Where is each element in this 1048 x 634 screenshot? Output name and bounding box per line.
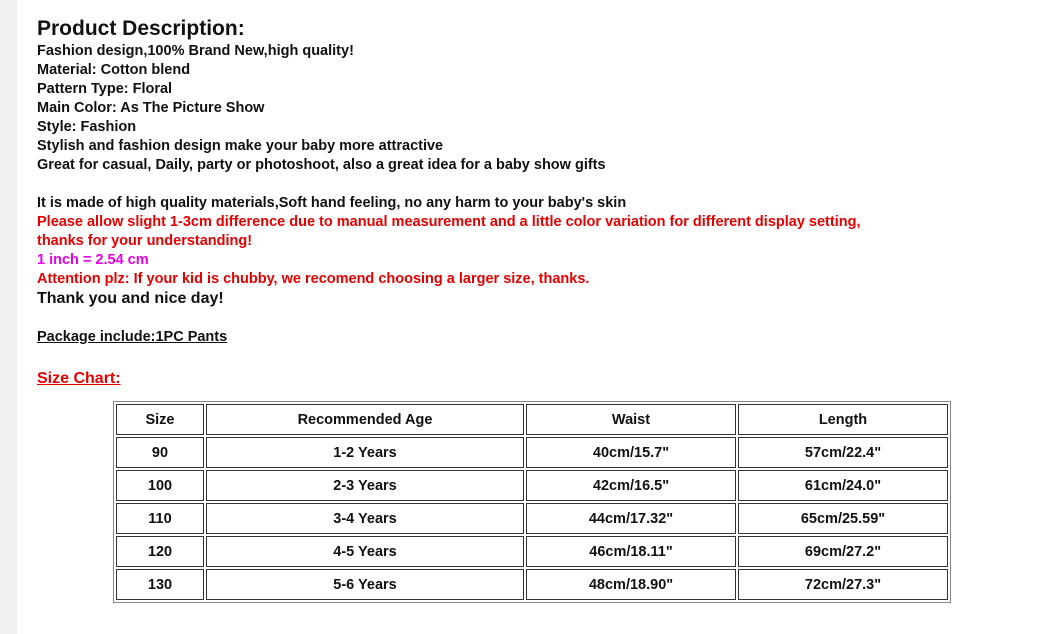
- cell-age: 2-3 Years: [206, 470, 524, 501]
- cell-waist: 46cm/18.11": [526, 536, 736, 567]
- description-line: Stylish and fashion design make your baby more attractive: [37, 138, 444, 154]
- quality-line: It is made of high quality materials,Soft hand feeling, no any harm to your baby's skin: [37, 195, 627, 211]
- cell-size: 130: [116, 569, 204, 600]
- cell-age: 5-6 Years: [206, 569, 524, 600]
- cell-waist: 44cm/17.32": [526, 503, 736, 534]
- cell-age: 4-5 Years: [206, 536, 524, 567]
- cell-waist: 42cm/16.5": [526, 470, 736, 501]
- table-row: [116, 470, 948, 501]
- page-title: Product Description:: [37, 17, 245, 40]
- package-include-line: Package include:1PC Pants: [37, 329, 228, 345]
- cell-size: 100: [116, 470, 204, 501]
- cell-size: 90: [116, 437, 204, 468]
- product-description-page: [17, 0, 1048, 634]
- spacer: [37, 175, 860, 194]
- table-row: [116, 569, 948, 600]
- cell-length: 72cm/27.3": [738, 569, 948, 600]
- description-line: Great for casual, Daily, party or photoshoot, also a great idea for a baby show gifts: [37, 157, 606, 173]
- description-line: Material: Cotton blend: [37, 62, 191, 78]
- description-line: Style: Fashion: [37, 119, 137, 135]
- table-header-row: [116, 404, 948, 435]
- description-text-block: [37, 42, 860, 309]
- cell-age: 3-4 Years: [206, 503, 524, 534]
- header-recommended-age: Recommended Age: [206, 404, 524, 435]
- thanks-line: Thank you and nice day!: [37, 290, 224, 307]
- cell-age: 1-2 Years: [206, 437, 524, 468]
- cell-length: 57cm/22.4": [738, 437, 948, 468]
- cell-waist: 40cm/15.7": [526, 437, 736, 468]
- cell-length: 65cm/25.59": [738, 503, 948, 534]
- description-line: Pattern Type: Floral: [37, 81, 173, 97]
- notice-line-continued: thanks for your understanding!: [37, 233, 253, 249]
- cell-waist: 48cm/18.90": [526, 569, 736, 600]
- cell-length: 61cm/24.0": [738, 470, 948, 501]
- attention-line: Attention plz: If your kid is chubby, we recomend choosing a larger size, thanks.: [37, 271, 590, 287]
- description-line: Fashion design,100% Brand New,high quality!: [37, 43, 354, 59]
- header-size: Size: [116, 404, 204, 435]
- cell-size: 110: [116, 503, 204, 534]
- size-chart-heading: Size Chart:: [37, 370, 121, 387]
- table-row: [116, 503, 948, 534]
- notice-line: Please allow slight 1-3cm difference due to manual measurement and a little color variation for different display setting,: [37, 214, 861, 230]
- size-chart-table: [113, 401, 951, 603]
- inch-conversion-line: 1 inch = 2.54 cm: [37, 252, 149, 268]
- header-length: Length: [738, 404, 948, 435]
- header-waist: Waist: [526, 404, 736, 435]
- cell-size: 120: [116, 536, 204, 567]
- table-row: [116, 437, 948, 468]
- table-row: [116, 536, 948, 567]
- description-line: Main Color: As The Picture Show: [37, 100, 265, 116]
- cell-length: 69cm/27.2": [738, 536, 948, 567]
